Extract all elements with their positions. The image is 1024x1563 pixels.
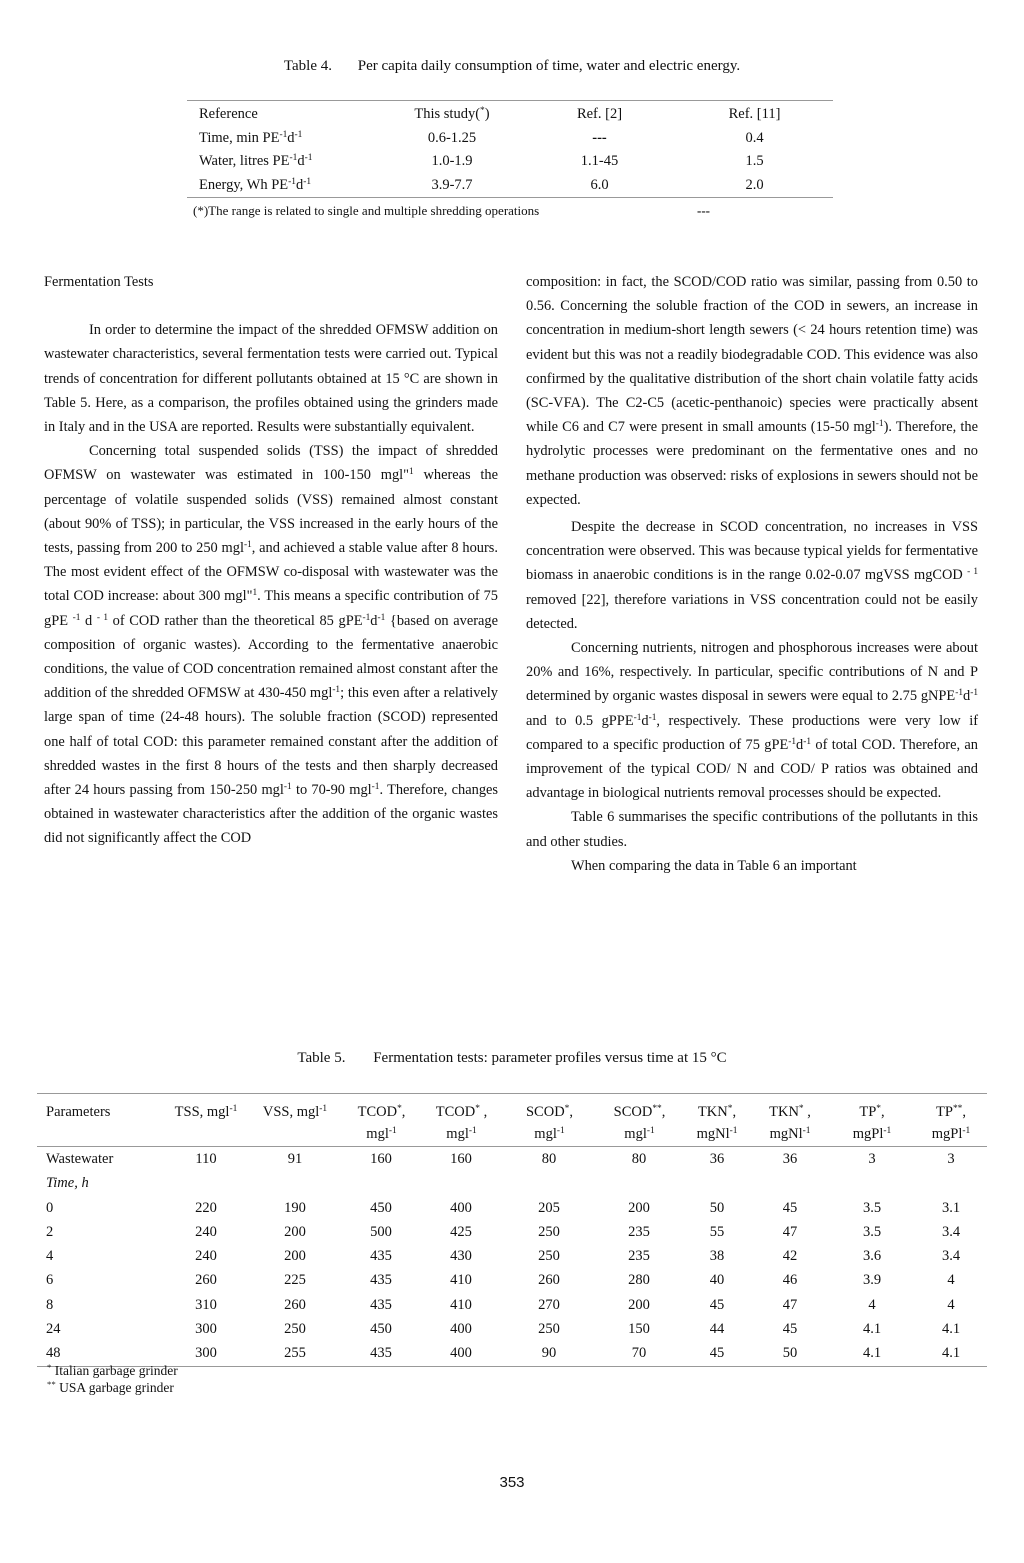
paragraph: Table 6 summarises the specific contributions of the pollutants in this and other studies. [526,809,978,850]
table4-caption [0,58,1024,75]
table5-row-label: 6 [46,1272,54,1289]
table5-cell: 250 [538,1248,560,1265]
table4-cell: --- [592,129,607,146]
table5-row-label: Wastewater [46,1151,114,1167]
table5-cell: 260 [195,1272,217,1289]
paragraph: Despite the decrease in SCOD concentration, no increases in VSS concentration were observed. This was because typical yields for fermentative biomass in anaerobic conditions is in the range 0.02-0.07 mgVSS mgCOD $^{- 1}$ removed [22], therefore variations in VSS concentration could not be easily detected. [526,519,978,632]
table5-cell: 260 [538,1272,560,1289]
paragraph: Concerning nutrients, nitrogen and phosphorous increases were about 20% and 16%, respectively. In particular, specific contributions of N and P determined by organic wastes disposal in sewers were equal to 2.75 $gNPE^{-1}d^{-1}$ and to 0.5 $gPPE^{-1}d^{-1}$, respectively. These productions were very low if compared to a specific production of 75 $gPE^{-1}d^{-1}$ of total COD. Therefore, an improvement of the typical COD/ N and COD/ P ratios was obtained and advantage in biological nutrients removal processes should be expected. [526,640,978,802]
table5-cell: 310 [195,1296,217,1313]
table5-cell: 47 [782,1296,798,1313]
table5-cell: 235 [628,1248,650,1265]
table5-row-label: 4 [46,1248,54,1265]
table5-cell: 4 [868,1296,876,1313]
table5-row-label: 24 [46,1321,61,1338]
table5-cell: 47 [782,1223,798,1240]
page-number: 353 [499,1474,525,1491]
table4-cell: 1.5 [745,153,764,169]
table5-note: ** USA garbage grinder [47,1379,174,1395]
table5-cell: 435 [370,1296,392,1313]
table5-body [37,1147,987,1367]
table5-header-cell: SCOD*, mgl$^{-1}$ [525,1103,573,1142]
table5-header-cell: TCOD*, mgl$^{-1}$ [357,1103,406,1142]
table5-cell: 425 [450,1223,472,1240]
table5-row [37,1317,987,1341]
table4-cell: 3.9-7.7 [431,176,473,193]
table4-header-cell: Reference [199,106,258,122]
table5-notes [47,1362,178,1396]
table5-cell: 500 [370,1223,392,1240]
table5-row [37,1147,987,1171]
table5-cell: 200 [284,1223,306,1240]
table5-row-label: 0 [46,1199,54,1216]
table5-cell: 42 [782,1248,798,1265]
table5-cell: 3.5 [862,1199,882,1216]
table5-cell: 150 [628,1321,650,1338]
table5-header-row [37,1094,987,1147]
table4 [187,100,833,198]
table5-header-cell: TCOD* , mgl$^{-1}$ [435,1103,488,1142]
table5-cell: 300 [195,1345,217,1362]
table5-cell: 400 [450,1199,472,1216]
table5-cell: 270 [538,1296,560,1313]
table5-row-label: Time, h [46,1175,89,1192]
table5-cell: 3.5 [862,1223,882,1240]
table5-caption [0,1050,1024,1067]
table5-header-cell: TSS, mgl$^{-1}$ [174,1103,238,1120]
table5-header-cell: TKN*, mgNl$^{-1}$ [696,1103,738,1142]
table5-cell: 280 [628,1272,650,1289]
table5-cell: 80 [541,1151,557,1167]
table4-cell: 6.0 [590,176,609,193]
table4-row-label: Water, litres $PE^{-1}d^{-1}$ [199,152,313,169]
table5-title: Fermentation tests: parameter profiles versus time at 15 °C [373,1050,727,1066]
table5-cell: 3.4 [941,1223,961,1240]
table4-title: Per capita daily consumption of time, water and electric energy. [357,58,741,74]
table5-cell: 250 [538,1223,560,1240]
left-column [44,270,498,851]
table5-cell: 38 [709,1248,725,1265]
table5-cell: 410 [450,1272,472,1289]
table5-row-label: 8 [46,1296,54,1313]
table5-cell: 36 [709,1151,725,1167]
table5-cell: 3.1 [941,1199,961,1216]
table5-cell: 240 [195,1248,217,1265]
table5-header-cell: VSS, mgl$^{-1}$ [262,1103,328,1120]
table5-row [37,1244,987,1268]
table4-note: (*)The range is related to single and multiple shredding operations [193,203,540,218]
table4-header-cell: Ref. [2] [576,106,623,122]
table5-cell: 250 [538,1321,560,1338]
paragraph: composition: in fact, the SCOD/COD ratio was similar, passing from 0.50 to 0.56. Concerning the soluble fraction of the COD in sewers, an increase in concentration in medium-short length sewers (< 24 hours retention time) was evident but this was not a readily biodegradable COD. This evidence was also confirmed by the qualitative distribution of the short chain volatile fatty acids (SC-VFA). The C2-C5 (acetic-penthanoic) species were practically absent while C6 and C7 were present in small amounts (15-50 mgl$^{-1}$). Therefore, the hydrolytic processes were predominant on the fermentative ones and no methane production was observed: risks of explosions in sewers should not be expected. [526,274,978,508]
table5-header-cell: TP*, mgPl$^{-1}$ [852,1103,892,1142]
table4-header-row [187,101,833,125]
table5-cell: 4 [947,1272,955,1289]
table5-cell: 240 [195,1223,217,1240]
table4-row-label: Time, $\min PE^{-1}d^{-1}$ [199,129,303,146]
table5-cell: 80 [631,1151,647,1167]
table4-cell: 1.0-1.9 [431,153,473,169]
table5-header-cell: TKN* , mgNl$^{-1}$ [769,1103,811,1142]
table5-cell: 255 [284,1345,306,1362]
table5-cell: 190 [284,1199,306,1216]
table5-header-cell: Parameters [46,1104,111,1120]
table4-cell: 2.0 [745,176,764,193]
table5-cell: 110 [195,1151,217,1167]
table4-row [187,125,833,149]
table4-label: Table 4. [283,58,332,74]
table4-cell: 0.6-1.25 [427,129,477,146]
table5-cell: 450 [370,1199,392,1216]
table5-note: * Italian garbage grinder [47,1362,178,1378]
table5-cell: 4.1 [862,1321,882,1338]
table5-cell: 200 [284,1248,306,1265]
table5-cell: 91 [287,1151,303,1167]
table5-row-label: 48 [46,1345,61,1362]
table5-cell: 300 [195,1321,217,1338]
table4-cell: 0.4 [745,129,764,146]
table5-cell: 205 [538,1199,560,1216]
table5-label: Table 5. [297,1050,346,1066]
table5-cell: 44 [709,1321,725,1338]
table5-cell: 435 [370,1345,392,1362]
table5-cell: 250 [284,1321,306,1338]
paragraph: In order to determine the impact of the shredded OFMSW addition on wastewater characteristics, several fermentation tests were carried out. Typical trends of concentration for different pollutants obtained at 15 °C are shown in Table 5. Here, as a comparison, the profiles obtained using the grinders made in Italy and in the USA are reported. Results were substantially equivalent. [44,322,498,436]
table5-cell: 45 [782,1199,798,1216]
table5-cell: 435 [370,1248,392,1265]
table5-cell: 3 [947,1151,955,1167]
table5-cell: 260 [284,1296,306,1313]
table5-cell: 400 [450,1321,472,1338]
table4-bottom-rule [187,197,833,198]
table5-cell: 45 [709,1345,725,1362]
table5-cell: 430 [450,1248,472,1265]
table5-cell: 160 [370,1151,392,1167]
table5-cell: 4.1 [941,1321,961,1338]
table5-header-cell: SCOD**, mgl$^{-1}$ [613,1103,666,1142]
table4-row [187,148,833,172]
table5-cell: 4.1 [941,1345,961,1362]
table5-cell: 45 [782,1321,798,1338]
table4-header-cell: This study(*) [414,105,490,122]
table5 [37,1093,987,1367]
table5-cell: 3.4 [941,1248,961,1265]
table5-cell: 90 [541,1345,557,1362]
table5-row [37,1341,987,1366]
table5-row-label: 2 [46,1223,54,1240]
table5-cell: 200 [628,1199,650,1216]
table5-cell: 410 [450,1296,472,1313]
table5-cell: 450 [370,1321,392,1338]
table5-cell: 46 [782,1272,798,1289]
section-heading: Fermentation Tests [44,274,154,290]
table4-header-cell: Ref. [11] [728,106,781,122]
right-column [526,270,978,878]
table5-cell: 45 [709,1296,725,1313]
table5-cell: 435 [370,1272,392,1289]
table5-cell: 3.9 [862,1272,882,1289]
table5-cell: 200 [628,1296,650,1313]
table5-cell: 50 [782,1345,798,1362]
table5-cell: 160 [450,1151,472,1167]
table5-cell: 220 [195,1199,217,1216]
table5-cell: 4.1 [862,1345,882,1362]
table4-row [187,172,833,196]
table5-row [37,1268,987,1292]
table5-cell: 235 [628,1223,650,1240]
table5-cell: 3 [868,1151,876,1167]
table5-cell: 3.6 [862,1248,882,1265]
table5-cell: 4 [947,1296,955,1313]
paragraph: Concerning total suspended solids (TSS) the impact of shredded OFMSW on wastewater was estimated in 100-150 mgl"$^1$ whereas the percentage of volatile suspended solids (VSS) remained almost constant (about 90% of TSS); in particular, the VSS increased in the early hours of the tests, passing from 200 to 250 mgl$^{-1}$, and achieved a stable value after 8 hours. The most evident effect of the OFMSW co-disposal with wastewater was the total COD increase: about 300 mgl"$^1$. This means a specific contribution of 75 gPE $^{-1}$ d $^{- 1}$ of COD rather than the theoretical 85 $gPE^{-1}d^{-1}$ {based on average composition of organic wastes). According to the fermentative anaerobic conditions, the value of COD concentration remained almost constant after the addition of the shredded OFMSW at 430-450 mgl$^{-1}$; this even after a relatively large span of time (24-48 hours). The soluble fraction (SCOD) represented one half of total COD: this parameter remained constant after the addition of shredded wastes in the first 8 hours of the tests and then sharply decreased after 24 hours passing from 150-250 mgl$^{-1}$ to 70-90 mgl$^{-1}$. Therefore, changes obtained in wastewater characteristics after the addition of the organic wastes did not significantly affect the COD [44,443,499,847]
table5-cell: 225 [284,1272,306,1289]
table4-cell: 1.1-45 [580,153,619,169]
table5-row [37,1220,987,1244]
table5-cell: 36 [782,1151,798,1167]
table5-row [37,1196,987,1220]
table5-header-cell: TP**, mgPl$^{-1}$ [931,1103,971,1142]
table5-cell: 40 [709,1272,725,1289]
table4-note-dash: --- [697,203,710,218]
table5-cell: 55 [709,1223,725,1240]
table5-row [37,1293,987,1317]
table4-row-label: Energy, Wh $PE^{-1}d^{-1}$ [199,176,312,193]
table5-cell: 50 [709,1199,725,1216]
paragraph: When comparing the data in Table 6 an important [571,857,857,874]
table5-row [37,1171,987,1195]
table5-cell: 70 [631,1345,647,1362]
table5-cell: 400 [450,1345,472,1362]
